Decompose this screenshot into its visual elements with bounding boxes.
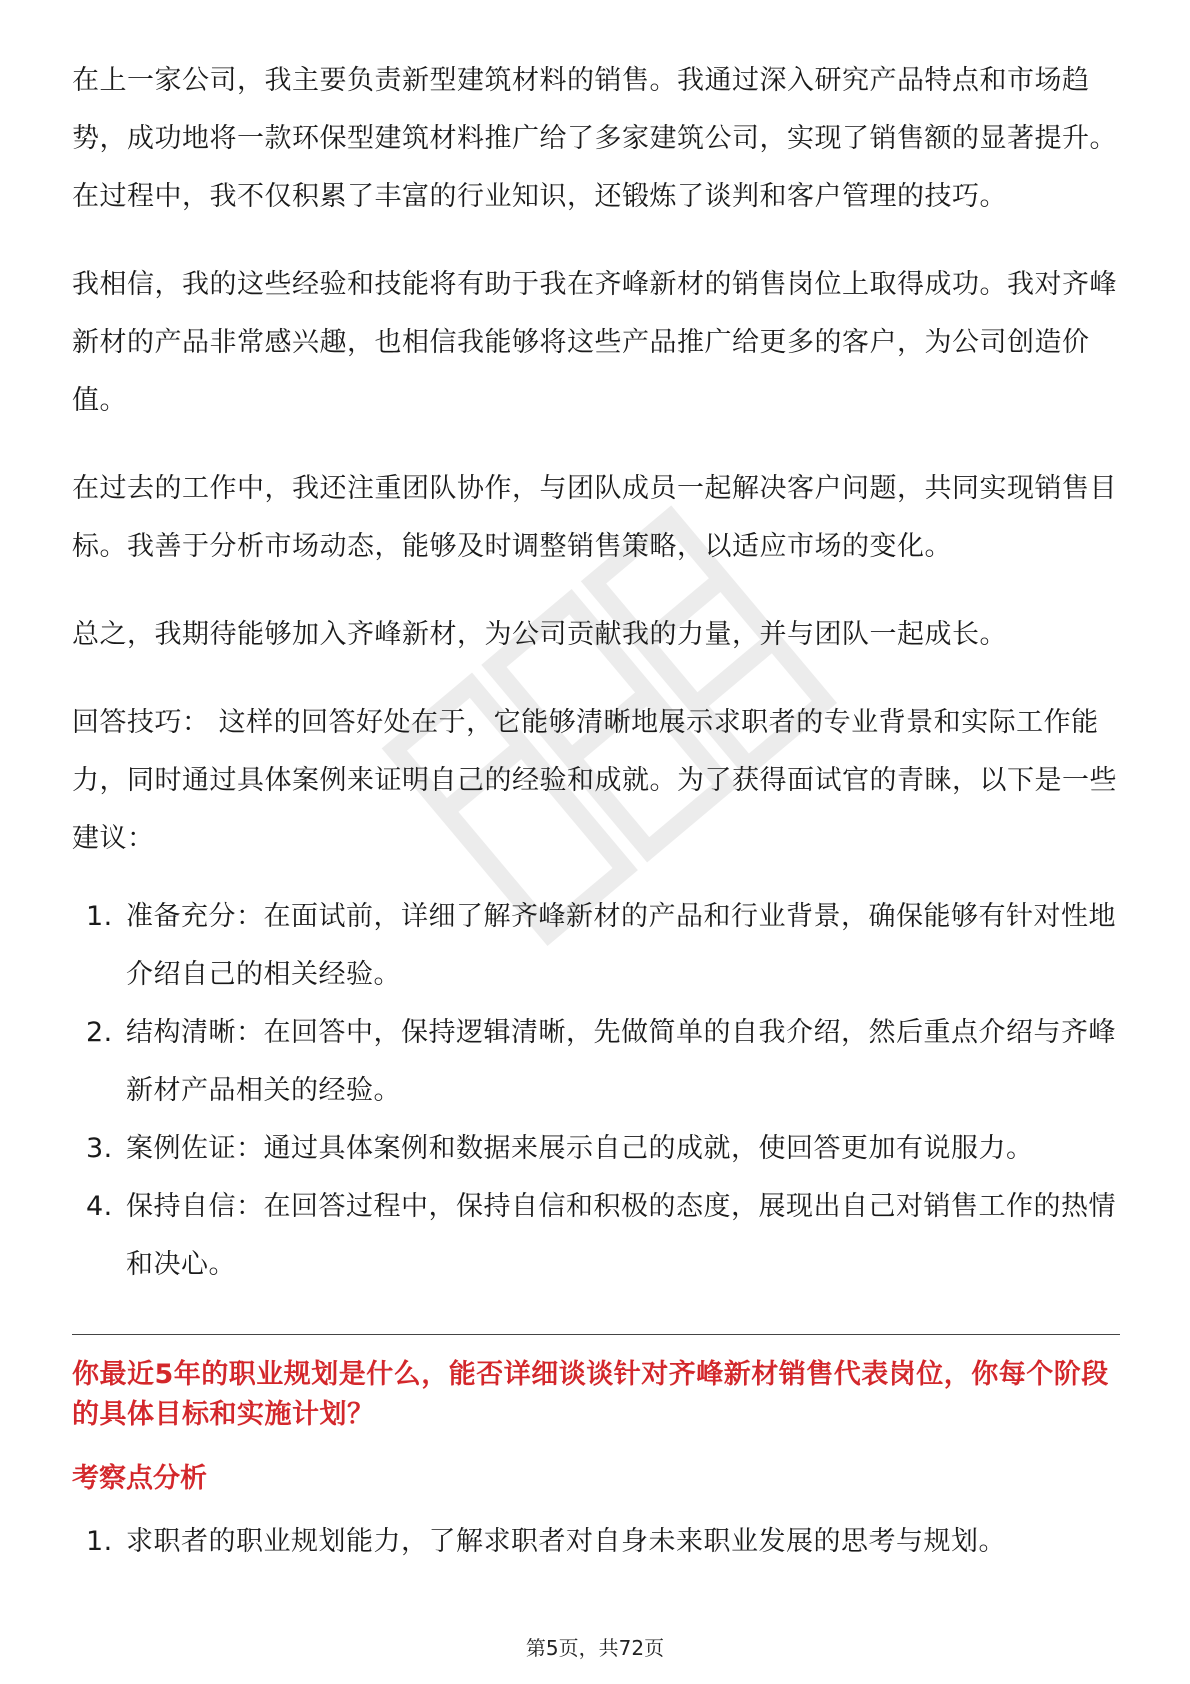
- list-number: 3.: [86, 1133, 113, 1164]
- section-divider: [72, 1334, 1120, 1335]
- list-text: 求职者的职业规划能力，了解求职者对自身未来职业发展的思考与规划。: [126, 1526, 1006, 1557]
- tips-list: [72, 888, 1120, 1294]
- list-number: 4.: [86, 1191, 113, 1222]
- page-footer: 第5页，共72页: [525, 1636, 665, 1660]
- list-item: [72, 1120, 1120, 1178]
- paragraph-confidence: 我相信，我的这些经验和技能将有助于我在齐峰新材的销售岗位上取得成功。我对齐峰新材的产品非常感兴趣，也相信我能够将这些产品推广给更多的客户，为公司创造价值。: [72, 269, 1117, 416]
- list-item: [72, 1004, 1120, 1120]
- list-number: 2.: [86, 1017, 113, 1048]
- list-number: 1.: [86, 901, 113, 932]
- list-text: 案例佐证：通过具体案例和数据来展示自己的成就，使回答更加有说服力。: [126, 1133, 1034, 1164]
- paragraph-answer-tips: 回答技巧： 这样的回答好处在于，它能够清晰地展示求职者的专业背景和实际工作能力，同时通过具体案例来证明自己的经验和成就。为了获得面试官的青睐，以下是一些建议：: [72, 707, 1117, 854]
- paragraph-previous-company: 在上一家公司，我主要负责新型建筑材料的销售。我通过深入研究产品特点和市场趋势，成功地将一款环保型建筑材料推广给了多家建筑公司，实现了销售额的显著提升。在过程中，我不仅积累了丰富的行业知识，还锻炼了谈判和客户管理的技巧。: [72, 65, 1117, 212]
- paragraph-teamwork: 在过去的工作中，我还注重团队协作，与团队成员一起解决客户问题，共同实现销售目标。我善于分析市场动态，能够及时调整销售策略，以适应市场的变化。: [72, 473, 1117, 562]
- list-text: 保持自信：在回答过程中，保持自信和积极的态度，展现出自己对销售工作的热情和决心。: [126, 1191, 1116, 1280]
- list-text: 准备充分：在面试前，详细了解齐峰新材的产品和行业背景，确保能够有针对性地介绍自己的相关经验。: [126, 901, 1116, 990]
- analysis-list: [72, 1513, 1120, 1571]
- paragraph-summary: 总之，我期待能够加入齐峰新材，为公司贡献我的力量，并与团队一起成长。: [72, 619, 1007, 650]
- list-text: 结构清晰：在回答中，保持逻辑清晰，先做简单的自我介绍，然后重点介绍与齐峰新材产品相关的经验。: [126, 1017, 1116, 1106]
- analysis-title: 考察点分析: [72, 1463, 207, 1494]
- list-number: 1.: [86, 1526, 113, 1557]
- list-item: [72, 1513, 1120, 1571]
- document-page: [72, 52, 1120, 1571]
- question-heading: 你最近5年的职业规划是什么，能否详细谈谈针对齐峰新材销售代表岗位，你每个阶段的具体目标和实施计划？: [72, 1359, 1109, 1430]
- list-item: [72, 1178, 1120, 1294]
- list-item: [72, 888, 1120, 1004]
